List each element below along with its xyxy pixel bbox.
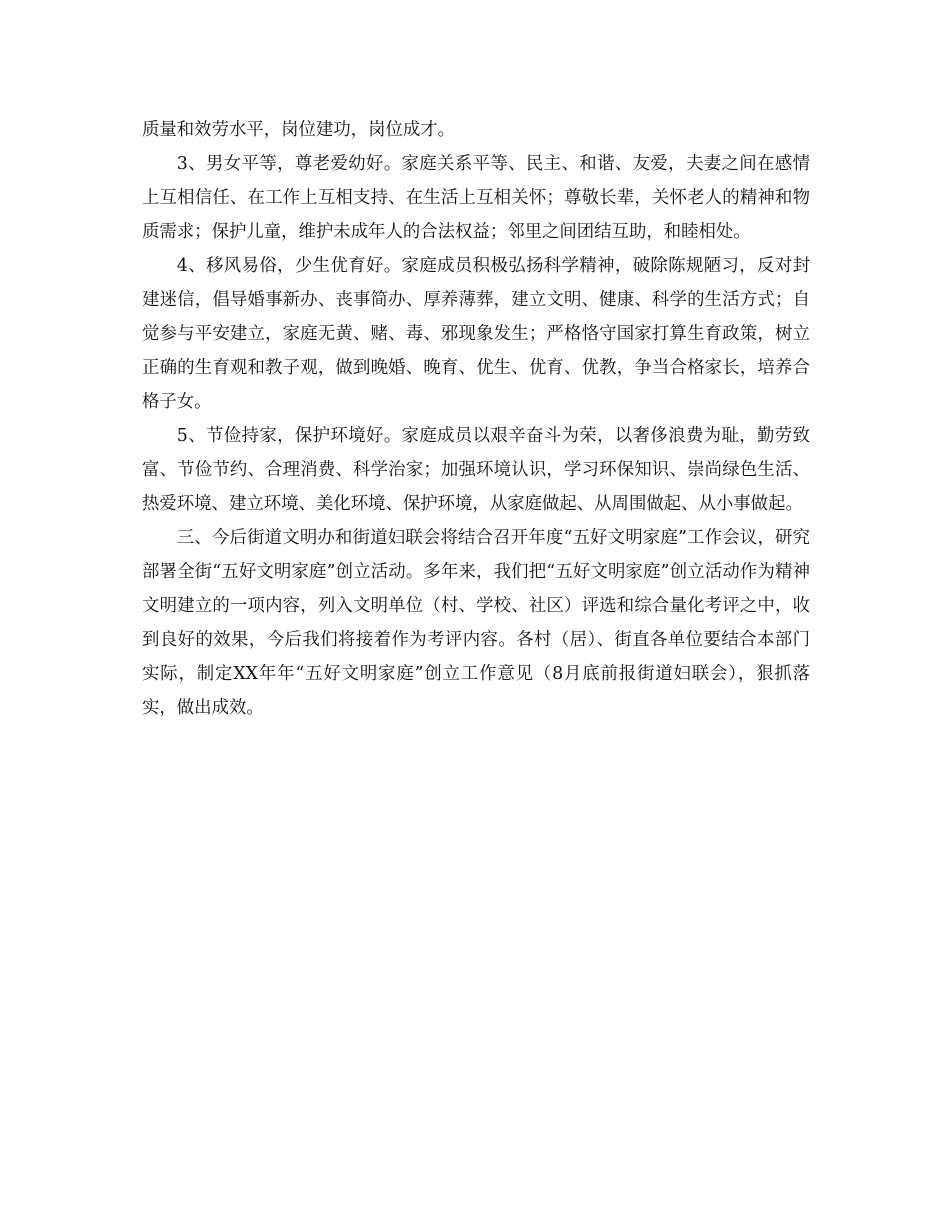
paragraph-item-5: 5、节俭持家，保护环境好。家庭成员以艰辛奋斗为荣，以奢侈浪费为耻，勤劳致富、节俭节约、合理消费、科学治家；加强环境认识，学习环保知识、崇尚绿色生活、热爱环境、建立环境、美化环境、保护环境，从家庭做起、从周围做起、从小事做起。 bbox=[142, 426, 810, 514]
paragraph-continuation: 质量和效劳水平，岗位建功，岗位成才。 bbox=[142, 120, 456, 140]
paragraph-item-3: 3、男女平等，尊老爱幼好。家庭关系平等、民主、和谐、友爱，夫妻之间在感情上互相信任、在工作上互相支持、在生活上互相关怀；尊敬长辈，关怀老人的精神和物质需求；保护儿童，维护未成年人的合法权益；邻里之间团结互助，和睦相处。 bbox=[142, 154, 810, 242]
document-body bbox=[142, 113, 810, 725]
paragraph-section-3: 三、今后街道文明办和街道妇联会将结合召开年度“五好文明家庭”工作会议，研究部署全街“五好文明家庭”创立活动。多年来，我们把“五好文明家庭”创立活动作为精神文明建立的一项内容，列入文明单位（村、学校、社区）评选和综合量化考评之中，收到良好的效果，今后我们将接着作为考评内容。各村（居）、街直各单位要结合本部门实际，制定XX年年“五好文明家庭”创立工作意见（8月底前报街道妇联会），狠抓落实，做出成效。 bbox=[142, 528, 810, 718]
paragraph-item-4: 4、移风易俗，少生优育好。家庭成员积极弘扬科学精神，破除陈规陋习，反对封建迷信，倡导婚事新办、丧事简办、厚养薄葬，建立文明、健康、科学的生活方式；自觉参与平安建立，家庭无黄、赌、毒、邪现象发生；严格恪守国家打算生育政策，树立正确的生育观和教子观，做到晚婚、晚育、优生、优育、优教，争当合格家长，培养合格子女。 bbox=[142, 256, 810, 412]
